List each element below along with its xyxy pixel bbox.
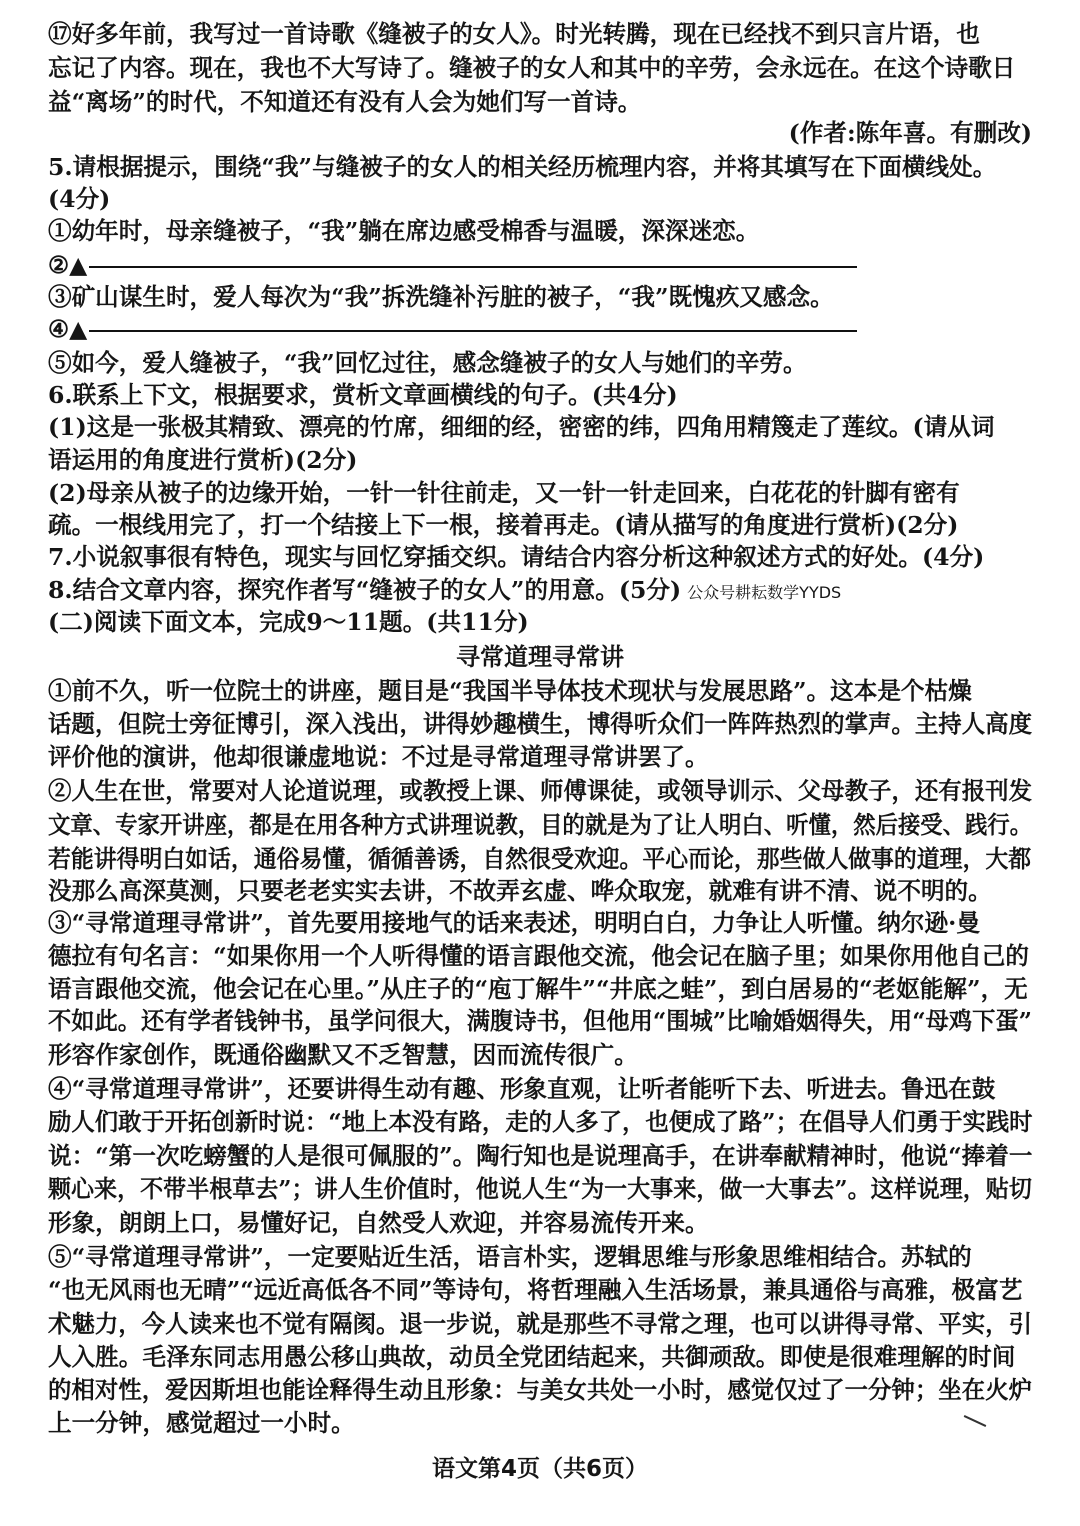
- article-p3-line2: 德拉有句名言：“如果你用一个人听得懂的语言跟他交流，他会记在脑子里；如果你用他自己的: [48, 942, 1029, 970]
- attribution: (作者:陈年喜。有删改): [788, 119, 1032, 147]
- article-p2-line2: 文章、专家开讲座，都是在用各种方式讲理说教，目的就是为了让人明白、听懂，然后接受、践行。: [48, 811, 1033, 839]
- article-p4-line2: 励人们敢于开拓创新时说：“地上本没有路，走的人多了，也便成了路”；在倡导人们勇于实践时: [48, 1108, 1033, 1136]
- article-p5-line2: “也无风雨也无晴”“远近高低各不同”等诗句，将哲理融入生活场景，兼具通俗与高雅，极富艺: [48, 1276, 1023, 1304]
- q5-item3: ③矿山谋生时，爱人每次为“我”拆洗缝补污脏的被子，“我”既愧疚又感念。: [48, 283, 834, 311]
- article-p2-line4: 没那么高深莫测，只要老老实实去讲，不故弄玄虚、哗众取宠，就难有讲不清、说不明的。: [48, 877, 992, 905]
- article-p4-line5: 形象，朗朗上口，易懂好记，自然受人欢迎，并容易流传开来。: [48, 1209, 709, 1237]
- article-p1-line1: ①前不久，听一位院士的讲座，题目是“我国半导体技术现状与发展思路”。这本是个枯燥: [48, 677, 972, 705]
- q6-1-line1: (1)这是一张极其精致、漂亮的竹席，细细的经，密密的纬，四角用精篾走了莲纹。(请从词: [48, 413, 995, 441]
- article-p5-line6: 上一分钟，感觉超过一小时。: [48, 1409, 355, 1437]
- article-p4-line3: 说：“第一次吃螃蟹的人是很可佩服的”。陶行知也是说理高手，在讲奉献精神时，他说“捧着一: [48, 1142, 1033, 1170]
- para17-line1: ⑰好多年前，我写过一首诗歌《缝被子的女人》。时光转腾，现在已经找不到只言片语，也: [48, 20, 980, 48]
- article-p4-line4: 颗心来，不带半根草去”；讲人生价值时，他说人生“为一大事来，做一大事去”。这样说理，贴切: [48, 1175, 1032, 1203]
- answer-blank-line: [89, 266, 857, 268]
- article-p3-line4: 不如此。还有学者钱钟书，虽学问很大，满腹诗书，但他用“围城”比喻婚姻得失，用“母鸡下蛋”: [48, 1007, 1033, 1035]
- article-p5-line4: 人入胜。毛泽东同志用愚公移山典故，动员全党团结起来，共御顽敌。即使是很难理解的时间: [48, 1343, 1016, 1371]
- pen-mark: [964, 1415, 987, 1427]
- article-p5-line5: 的相对性，爱因斯坦也能诠释得生动且形象：与美女共处一小时，感觉仅过了一分钟；坐在火炉: [48, 1376, 1033, 1404]
- para17-line2: 忘记了内容。现在，我也不大写诗了。缝被子的女人和其中的辛劳，会永远在。在这个诗歌日: [48, 54, 1016, 82]
- q6-2-line2: 疏。一根线用完了，打一个结接上下一根，接着再走。(请从描写的角度进行赏析)(2分): [48, 511, 959, 539]
- q5-item1: ①幼年时，母亲缝被子，“我”躺在席边感受棉香与温暖，深深迷恋。: [48, 217, 760, 245]
- article-p5-line1: ⑤“寻常道理寻常讲”，一定要贴近生活，语言朴实，逻辑思维与形象思维相结合。苏轼的: [48, 1243, 972, 1271]
- q5-item2-label: ②▲: [48, 251, 88, 279]
- article-p1-line3: 评价他的演讲，他却很谦虚地说：不过是寻常道理寻常讲罢了。: [48, 743, 709, 771]
- section2-header: (二)阅读下面文本，完成9～11题。(共11分): [48, 608, 529, 636]
- q8-line: [48, 573, 841, 607]
- q6-2-line1: (2)母亲从被子的边缘开始，一针一针往前走，又一针一针走回来，白花花的针脚有密有: [48, 479, 960, 507]
- article-p3-line1: ③“寻常道理寻常讲”，首先要用接地气的话来表述，明明白白，力争让人听懂。纳尔逊·曼: [48, 909, 980, 937]
- q5-item5: ⑤如今，爱人缝被子，“我”回忆过往，感念缝被子的女人与她们的辛劳。: [48, 349, 807, 377]
- article-p4-line1: ④“寻常道理寻常讲”，还要讲得生动有趣、形象直观，让听者能听下去、听进去。鲁迅在鼓: [48, 1075, 996, 1103]
- q5-line2: (4分): [48, 185, 111, 213]
- article-p5-line3: 术魅力，今人读来也不觉有隔阂。退一步说，就是那些不寻常之理，也可以讲得寻常、平实，引: [48, 1310, 1033, 1338]
- answer-blank-line: [89, 330, 857, 332]
- q5-item4: [48, 312, 857, 346]
- page-footer: 语文第4页（共6页）: [431, 1456, 648, 1482]
- article-p3-line5: 形容作家创作，既通俗幽默又不乏智慧，因而流传很广。: [48, 1041, 638, 1069]
- q5-item4-label: ④▲: [48, 315, 88, 343]
- para17-line3: 益“离场”的时代，不知道还有没有人会为她们写一首诗。: [48, 88, 642, 116]
- q5-line1: 5.请根据提示，围绕“我”与缝被子的女人的相关经历梳理内容，并将其填写在下面横线处。: [48, 153, 997, 181]
- article-p2-line3: 若能讲得明白如话，通俗易懂，循循善诱，自然很受欢迎。平心而论，那些做人做事的道理，大都: [48, 845, 1032, 873]
- q6-1-line2: 语运用的角度进行赏析)(2分): [48, 446, 358, 474]
- article-p2-line1: ②人生在世，常要对人论道说理，或教授上课、师傅课徒，或领导训示、父母教子，还有报刊发: [48, 777, 1033, 805]
- q6-line: 6.联系上下文，根据要求，赏析文章画横线的句子。(共4分): [48, 381, 678, 409]
- q8-text: 8.结合文章内容，探究作者写“缝被子的女人”的用意。(5分): [48, 576, 682, 604]
- q7-line: 7.小说叙事很有特色，现实与回忆穿插交织。请结合内容分析这种叙述方式的好处。(4分): [48, 543, 985, 571]
- article-title: 寻常道理寻常讲: [456, 643, 624, 671]
- watermark-note: 公众号耕耘数学YYDS: [687, 583, 842, 602]
- article-p3-line3: 语言跟他交流，他会记在心里。”从庄子的“庖丁解牛”“井底之蛙”，到白居易的“老妪能解”，无: [48, 975, 1028, 1003]
- article-p1-line2: 话题，但院士旁征博引，深入浅出，讲得妙趣横生，博得听众们一阵阵热烈的掌声。主持人高度: [48, 710, 1033, 738]
- q5-item2: [48, 248, 857, 282]
